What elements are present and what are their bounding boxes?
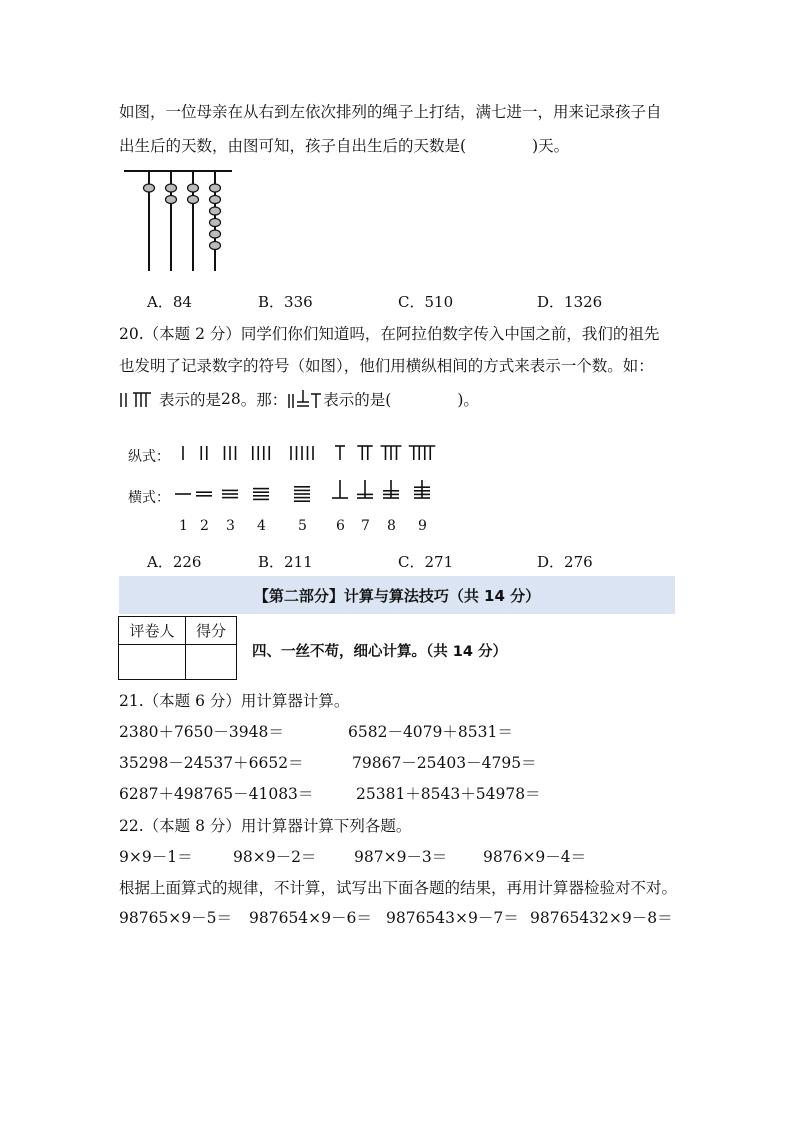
q20-line2: 也发明了记录数字的符号（如图），他们用横纵相间的方式来表示一个数。如： [119,357,654,375]
rod-numeral-chart [170,440,445,510]
digit-label: 1 [179,518,188,534]
digit-label: 7 [361,518,370,534]
q21-expr-1: 2380＋7650－3948＝ [119,723,284,741]
q22-expr-3: 987×9－3＝ [354,848,448,866]
part4-title: 四、一丝不苟，细心计算。（共 14 分） [252,644,508,660]
q20-line1: 20.（本题 2 分）同学们你们知道吗，在阿拉伯数字传入中国之前，我们的祖先 [119,325,660,343]
knot-rope-diagram [120,166,240,276]
score-table [118,616,237,680]
q20-option-d[interactable]: D．276 [537,553,593,571]
q20-example-number: 28 [221,390,241,408]
knot [166,184,177,192]
score-header: 得分 [186,617,237,645]
q22-expr-5: 98765×9－5＝ [119,909,233,927]
horizontal-form-label: 横式： [128,490,170,506]
q19-option-b[interactable]: B．336 [258,293,313,311]
q22-note: 根据上面算式的规律，不计算，试写出下面各题的结果，再用计算器检验对不对。 [119,879,678,897]
digit-label: 4 [257,518,266,534]
q20-option-b[interactable]: B．211 [258,553,313,571]
q19-line2 [119,134,569,156]
knot [210,230,221,238]
rod-question-symbol [287,388,323,410]
q20-line3-d: )。 [457,391,479,409]
digit-label: 3 [226,518,235,534]
digit-label: 6 [336,518,345,534]
q22-expr-1: 9×9－1＝ [119,848,193,866]
q22-expr-2: 98×9－2＝ [233,848,317,866]
knot [210,196,221,204]
knot [210,207,221,215]
q19-option-a[interactable]: A．84 [147,293,192,311]
knot [210,219,221,227]
q21-title: 21.（本题 6 分）用计算器计算。 [119,692,350,710]
grader-header: 评卷人 [119,617,186,645]
q22-expr-4: 9876×9－4＝ [483,848,587,866]
q21-expr-3: 35298－24537＋6652＝ [119,754,304,772]
q19-line2-b: )天。 [532,137,570,155]
q20-option-a[interactable]: A．226 [147,553,202,571]
q19-option-d[interactable]: D．1326 [537,293,603,311]
q20-line3-b: 。那： [240,391,288,409]
rod-28-symbol [119,389,159,409]
knot [210,184,221,192]
q19-line1: 如图，一位母亲在从右到左依次排列的绳子上打结，满七进一，用来记录孩子自 [119,103,662,121]
q20-line3 [119,388,479,410]
q22-expr-7: 9876543×9－7＝ [386,909,519,927]
q20-option-c[interactable]: C．271 [398,553,454,571]
q21-expr-6: 25381＋8543＋54978＝ [356,785,541,803]
section2-title: 【第二部分】计算与算法技巧（共 14 分） [253,586,541,605]
knot [144,184,155,192]
q20-line3-c: 表示的是( [323,391,392,409]
q21-expr-4: 79867－25403－4795＝ [352,754,537,772]
q22-title: 22.（本题 8 分）用计算器计算下列各题。 [119,817,412,835]
score-cell[interactable] [186,645,237,680]
q22-expr-8: 98765432×9－8＝ [530,909,673,927]
knot [166,196,177,204]
digit-label: 2 [200,518,209,534]
q22-expr-6: 987654×9－6＝ [249,909,372,927]
knot [188,184,199,192]
q21-expr-5: 6287＋498765－41083＝ [119,785,314,803]
q19-line2-a: 出生后的天数，由图可知，孩子自出生后的天数是( [119,137,467,155]
digit-label: 5 [298,518,307,534]
digit-label: 9 [418,518,427,534]
section2-header [119,576,675,614]
grader-cell[interactable] [119,645,186,680]
knot [210,242,221,250]
vertical-form-label: 纵式： [128,449,170,465]
q21-expr-2: 6582－4079＋8531＝ [348,723,513,741]
q20-line3-a: 表示的是 [159,391,222,409]
digit-label: 8 [387,518,396,534]
q19-option-c[interactable]: C．510 [398,293,454,311]
knot [188,196,199,204]
